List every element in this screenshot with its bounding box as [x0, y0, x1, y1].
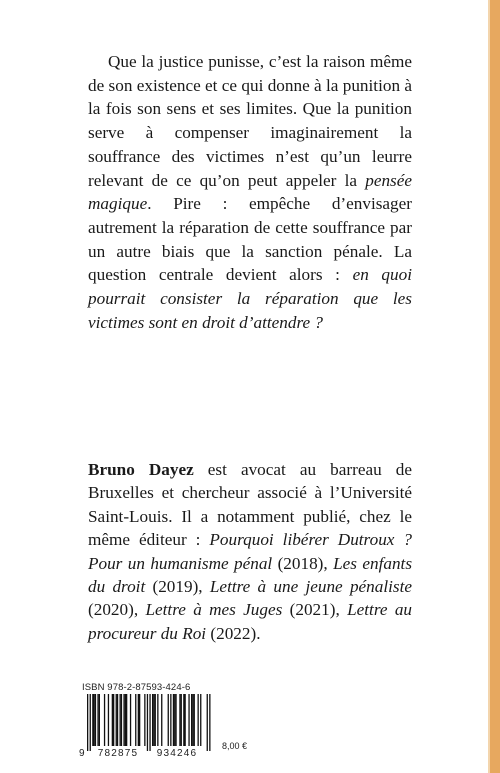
barcode-bar	[123, 694, 124, 746]
bio-paragraph	[88, 458, 412, 645]
barcode-bar	[191, 694, 192, 746]
barcode-bar	[99, 694, 100, 746]
barcode-bar	[121, 694, 122, 746]
barcode-bar	[126, 694, 127, 746]
barcode-bar	[192, 694, 193, 746]
barcode-bar	[170, 694, 171, 746]
barcode-bar	[175, 694, 176, 746]
quote-text-tail: . Pire : empêche d’envisager autrement la réparation de cette souffrance par un autre biais que la sanction pénale. La question centrale devient alors :	[88, 194, 412, 285]
bio-text: (2022).	[206, 623, 261, 643]
barcode-bar	[200, 694, 201, 746]
barcode-bar	[144, 694, 145, 746]
barcode-bar	[135, 694, 136, 746]
bio-text: est avocat au barreau de Bruxelles et chercheur associé à l’Université Saint-Louis. Il a notamment publié, chez le même éditeur :	[88, 460, 412, 550]
barcode-bar	[130, 694, 131, 746]
barcode-bar	[161, 694, 162, 746]
barcode-digits-right: 934246	[156, 748, 198, 758]
bio-text: (2019),	[145, 577, 210, 597]
barcode-bar	[147, 694, 148, 751]
barcode-bar	[95, 694, 96, 746]
barcode-bar	[97, 694, 98, 746]
bio-text: (2018),	[272, 553, 334, 573]
book-title: Lettre à une jeune pénaliste	[209, 577, 412, 597]
barcode-bar	[194, 694, 195, 746]
isbn-label: ISBN 978-2-87593-424-6	[82, 682, 191, 693]
barcode-digits-left: 782875	[97, 748, 139, 758]
barcode-bar	[117, 694, 118, 746]
back-cover-quote	[88, 50, 412, 334]
bio-text: (2020),	[88, 600, 146, 620]
barcode-bar	[113, 694, 114, 746]
barcode-bar	[112, 694, 113, 746]
quote-italic-term: pensée magique	[88, 170, 412, 214]
barcode-bar	[94, 694, 95, 746]
spine-strip	[490, 0, 500, 773]
book-title: Lettre à mes Juges	[145, 600, 283, 620]
barcode-bar	[87, 694, 88, 751]
barcode-bar	[174, 694, 175, 746]
barcode-bar	[138, 694, 139, 746]
barcode-bar	[198, 694, 199, 746]
barcode-bar	[188, 694, 189, 746]
barcode-bar	[108, 694, 109, 746]
barcode-bar	[139, 694, 140, 746]
price-label: 8,00 €	[222, 741, 248, 751]
barcode-bar	[209, 694, 210, 751]
bio-text: (2021),	[282, 600, 348, 620]
barcode-bar	[92, 694, 93, 746]
book-title: Pourquoi libérer Dutroux ? Pour un humanisme pénal	[88, 530, 412, 573]
barcode-bar	[157, 694, 158, 746]
barcode-bar	[152, 694, 153, 746]
quote-text: Que la justice punisse, c’est la raison même de son existence et ce qui donne à la punition à la fois son sens et ses limites. Que la punition serve à compenser imaginairement la souffrance des victimes n’est qu’un leurre relevant de ce qu’on peut appeler la	[88, 52, 412, 190]
quote-question: en quoi pourrait consister la réparation que les victimes sont en droit d’attendre ?	[88, 265, 412, 332]
barcode-bar	[153, 694, 154, 746]
barcode-bar	[179, 694, 180, 746]
barcode-bar	[181, 694, 182, 746]
barcode-bar	[90, 694, 91, 751]
barcode-bar	[183, 694, 184, 746]
author-bio	[88, 458, 412, 645]
book-title: Lettre au procureur du Roi	[88, 600, 413, 643]
barcode-bar	[104, 694, 105, 746]
book-title: Les enfants du droit	[88, 553, 413, 597]
barcode-bar	[149, 694, 150, 751]
barcode-bar	[116, 694, 117, 746]
barcode-bar	[185, 694, 186, 746]
barcode-bar	[173, 694, 174, 746]
barcode-icon	[78, 694, 218, 758]
barcode-bar	[125, 694, 126, 746]
author-name: Bruno Dayez	[88, 460, 194, 479]
quote-paragraph	[88, 50, 412, 334]
barcode-bar	[207, 694, 208, 751]
barcode-bar	[155, 694, 156, 746]
barcode-digit-first: 9	[79, 748, 85, 758]
barcode-bar	[120, 694, 121, 746]
barcode-bar	[168, 694, 169, 746]
